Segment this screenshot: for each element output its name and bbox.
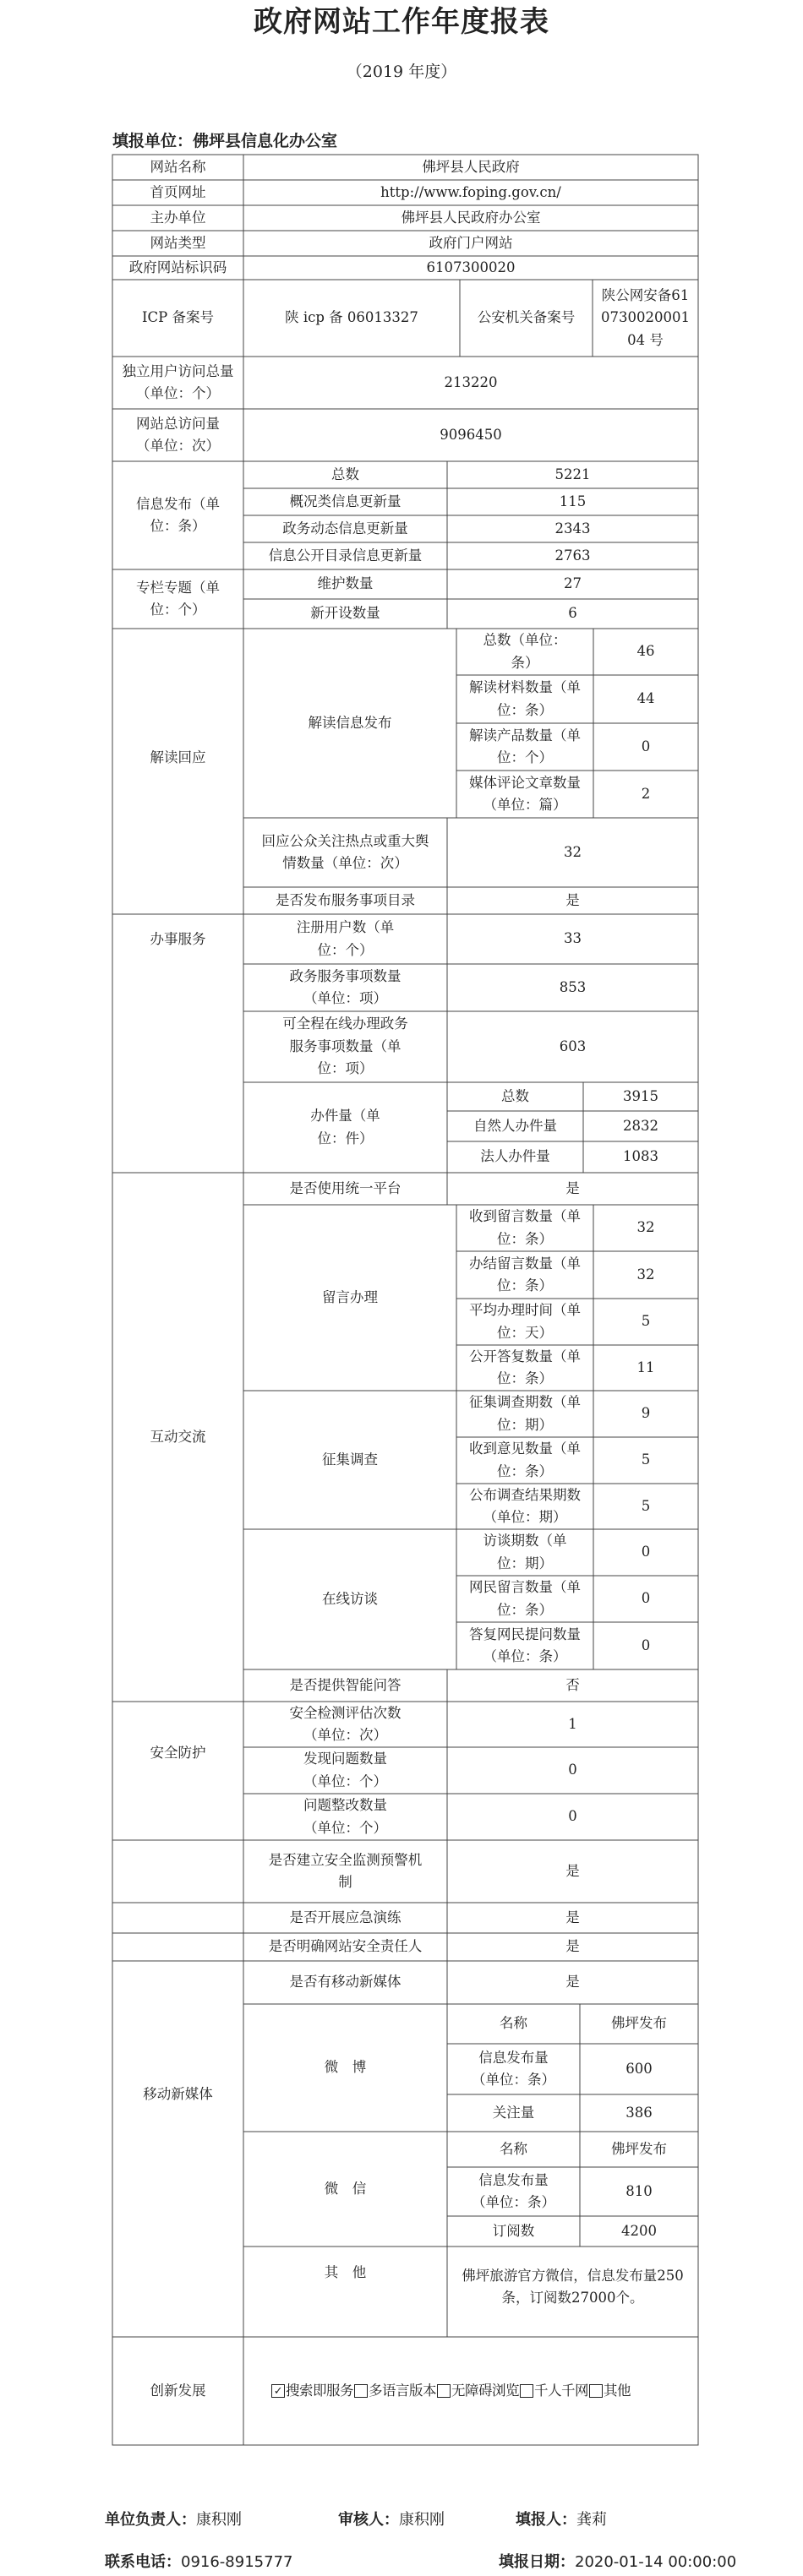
opinions-count: 5	[641, 1451, 651, 1468]
service-label: 办事服务	[150, 930, 206, 947]
interp-label: 解读回应	[150, 749, 206, 765]
owner-value: 是	[565, 1938, 580, 1955]
online-items-label: 可全程在线办理政务服务事项数量（单位：项）	[282, 1016, 408, 1077]
opt-personalized: 千人千网	[534, 2382, 588, 2399]
checkbox-other[interactable]	[589, 2384, 603, 2398]
filler-name: 龚莉	[576, 2511, 607, 2529]
checkbox-personalized[interactable]	[520, 2384, 533, 2398]
tests-label: 安全检测评估次数（单位：次）	[289, 1704, 402, 1743]
other-media: 佛坪旅游官方微信，信息发布量250条，订阅数27000个。	[462, 2268, 684, 2306]
info-total-label: 总数	[331, 466, 359, 482]
weibo-follow: 386	[625, 2104, 653, 2121]
iv-periods: 0	[641, 1544, 651, 1560]
iv-periods-label: 访谈期数（单位：期）	[483, 1533, 567, 1571]
reviewer-label: 审核人：	[338, 2511, 399, 2529]
avg-time-label: 平均办理时间（单位：天）	[469, 1302, 581, 1341]
unique-visitors-label: 独立用户访问总量（单位：个）	[122, 362, 234, 401]
weibo-label: 微 博	[324, 2059, 367, 2076]
opt-other: 其他	[604, 2382, 631, 2399]
site-code: 6107300020	[426, 259, 516, 275]
cases-total: 3915	[623, 1087, 658, 1104]
reply-label: 公开答复数量（单位：条）	[469, 1348, 581, 1386]
site-type-label: 网站类型	[150, 234, 206, 251]
site-code-label: 政府网站标识码	[128, 259, 227, 275]
media-label: 移动新媒体	[143, 2085, 213, 2102]
catalog-label: 信息公开目录信息更新量	[268, 547, 423, 564]
avg-time: 5	[641, 1313, 651, 1330]
new-column-label: 新开设数量	[310, 605, 380, 622]
natural-cases-label: 自然人办件量	[473, 1117, 557, 1134]
monitor-value: 是	[565, 1862, 580, 1879]
home-url[interactable]: http://www.foping.gov.cn/	[380, 183, 561, 200]
survey-periods: 9	[641, 1405, 651, 1422]
iv-msgs-label: 网民留言数量（单位：条）	[469, 1579, 581, 1618]
footer-date	[499, 2550, 736, 2572]
home-url-label: 首页网址	[150, 183, 206, 200]
results-label: 公布调查结果期数（单位：期）	[469, 1486, 581, 1525]
service-items: 853	[559, 978, 587, 995]
wechat-name-label: 名称	[500, 2140, 527, 2157]
date-value: 2020-01-14 00:00:00	[575, 2553, 737, 2571]
received-count: 32	[636, 1219, 655, 1236]
head-label: 单位负责人：	[105, 2511, 196, 2529]
date-label: 填报日期：	[499, 2553, 575, 2571]
overview-label: 概况类信息更新量	[289, 493, 402, 509]
filler-label: 填报人：	[516, 2511, 576, 2529]
wechat-pub-label: 信息发布量（单位：条）	[472, 2171, 555, 2210]
police-record-number: 陕公网安备61073002000104 号	[601, 286, 690, 348]
weibo-name-label: 名称	[500, 2015, 527, 2032]
iv-answers: 0	[641, 1637, 651, 1653]
footer-filler	[516, 2508, 607, 2530]
footer-head	[105, 2508, 242, 2530]
hot-response: 32	[564, 843, 582, 860]
drill-label: 是否开展应急演练	[289, 1909, 402, 1925]
page-views: 9096450	[440, 426, 502, 443]
footer-reviewer	[338, 2508, 445, 2530]
natural-cases: 2832	[623, 1117, 658, 1134]
new-column-count: 6	[568, 605, 577, 622]
users-count: 33	[564, 930, 582, 947]
tests-count: 1	[568, 1715, 577, 1732]
found-count: 0	[568, 1762, 577, 1778]
checkbox-search-service[interactable]: ✓	[271, 2384, 285, 2398]
fixed-count: 0	[568, 1808, 577, 1825]
head-name: 康积刚	[196, 2511, 242, 2529]
innovation-options	[243, 2337, 698, 2445]
has-media-label: 是否有移动新媒体	[289, 1974, 402, 1991]
site-name: 佛坪县人民政府	[422, 158, 520, 175]
smart-qa: 否	[565, 1676, 580, 1693]
column-label: 专栏专题（单位：个）	[136, 579, 220, 618]
hot-response-label: 回应公众关注热点或重大舆情数量（单位：次）	[261, 832, 429, 871]
dynamics-count: 2343	[554, 520, 591, 536]
reporting-unit: 填报单位：佛坪县信息化办公室	[112, 132, 338, 150]
report-year: （2019 年度）	[346, 63, 457, 81]
service-catalog-label: 是否发布服务事项目录	[276, 891, 415, 908]
interp-total: 46	[636, 643, 655, 660]
fixed-label: 问题整改数量（单位：个）	[303, 1797, 387, 1836]
service-items-label: 政务服务事项数量（单位：项）	[289, 967, 402, 1006]
opinions-label: 收到意见数量（单位：条）	[469, 1440, 581, 1479]
footer-phone	[105, 2550, 292, 2572]
reply-count: 11	[636, 1359, 655, 1375]
checkbox-accessibility[interactable]	[437, 2384, 451, 2398]
security-label: 安全防护	[150, 1744, 206, 1761]
message-handling-label: 留言办理	[322, 1288, 378, 1305]
other-media-label: 其 他	[324, 2264, 367, 2280]
interp-product: 0	[641, 738, 651, 754]
overview-count: 115	[559, 493, 587, 509]
opt-multilingual: 多语言版本	[369, 2382, 436, 2399]
results-count: 5	[641, 1497, 651, 1514]
service-catalog: 是	[565, 891, 580, 908]
smart-qa-label: 是否提供智能问答	[289, 1676, 402, 1693]
wechat-sub: 4200	[621, 2222, 657, 2239]
received-label: 收到留言数量（单位：条）	[469, 1208, 581, 1247]
platform-value: 是	[565, 1179, 580, 1196]
maintain-count: 27	[564, 575, 582, 592]
page-views-label: 网站总访问量（单位：次）	[136, 415, 220, 454]
weibo-pub: 600	[625, 2060, 653, 2077]
interview-label: 在线访谈	[322, 1590, 378, 1607]
wechat-label: 微 信	[324, 2180, 367, 2197]
info-publish-label: 信息发布（单位：条）	[136, 495, 220, 534]
interp-material: 44	[636, 690, 655, 707]
iv-answers-label: 答复网民提问数量（单位：条）	[469, 1626, 581, 1664]
maintain-label: 维护数量	[317, 575, 374, 592]
owner-label: 是否明确网站安全责任人	[268, 1938, 423, 1955]
wechat-name: 佛坪发布	[611, 2140, 667, 2157]
dynamics-label: 政务动态信息更新量	[282, 520, 408, 536]
unique-visitors: 213220	[444, 373, 498, 390]
iv-msgs: 0	[641, 1590, 651, 1607]
weibo-pub-label: 信息发布量（单位：条）	[472, 2049, 555, 2088]
monitor-label: 是否建立安全监测预警机制	[268, 1851, 423, 1890]
weibo-name: 佛坪发布	[611, 2015, 667, 2032]
drill-value: 是	[565, 1909, 580, 1925]
opt-accessibility: 无障碍浏览	[451, 2382, 519, 2399]
interp-publish-label: 解读信息发布	[308, 714, 392, 731]
site-name-label: 网站名称	[150, 158, 206, 175]
icp-number: 陕 icp 备 06013327	[285, 309, 418, 326]
cases-label: 办件量（单位：件）	[310, 1108, 380, 1146]
innovation-label: 创新发展	[150, 2382, 206, 2399]
platform-label: 是否使用统一平台	[289, 1179, 402, 1196]
report-title: 政府网站工作年度报表	[254, 5, 549, 39]
online-items: 603	[559, 1037, 587, 1054]
site-type: 政府门户网站	[429, 234, 513, 251]
interp-media: 2	[641, 785, 651, 802]
handled-label: 办结留言数量（单位：条）	[469, 1255, 581, 1293]
police-record-label: 公安机关备案号	[477, 309, 576, 326]
wechat-pub: 810	[625, 2182, 653, 2199]
checkbox-multilingual[interactable]	[354, 2384, 368, 2398]
handled-count: 32	[636, 1266, 655, 1283]
opt-search-service: 搜索即服务	[286, 2382, 353, 2399]
reviewer-name: 康积刚	[399, 2511, 445, 2529]
interp-media-label: 媒体评论文章数量（单位：篇）	[469, 774, 581, 813]
survey-label: 征集调查	[322, 1451, 378, 1468]
host-unit: 佛坪县人民政府办公室	[401, 209, 541, 226]
cases-total-label: 总数	[501, 1087, 529, 1104]
interp-total-label: 总数（单位：条）	[483, 632, 567, 671]
found-label: 发现问题数量（单位：个）	[303, 1751, 387, 1789]
legal-cases-label: 法人办件量	[480, 1148, 550, 1165]
host-unit-label: 主办单位	[150, 209, 206, 226]
info-total: 5221	[554, 466, 591, 482]
catalog-count: 2763	[554, 547, 591, 564]
weibo-follow-label: 关注量	[492, 2104, 535, 2121]
interact-label: 互动交流	[150, 1428, 206, 1445]
phone-number: 0916-8915777	[181, 2553, 293, 2571]
survey-periods-label: 征集调查期数（单位：期）	[469, 1394, 581, 1433]
legal-cases: 1083	[623, 1148, 658, 1165]
wechat-sub-label: 订阅数	[492, 2222, 535, 2239]
interp-material-label: 解读材料数量（单位：条）	[469, 679, 581, 718]
users-label: 注册用户数（单位：个）	[296, 919, 395, 958]
has-media: 是	[565, 1974, 580, 1991]
phone-label: 联系电话：	[105, 2553, 181, 2571]
interp-product-label: 解读产品数量（单位：个）	[469, 727, 581, 765]
icp-label: ICP 备案号	[142, 309, 214, 326]
